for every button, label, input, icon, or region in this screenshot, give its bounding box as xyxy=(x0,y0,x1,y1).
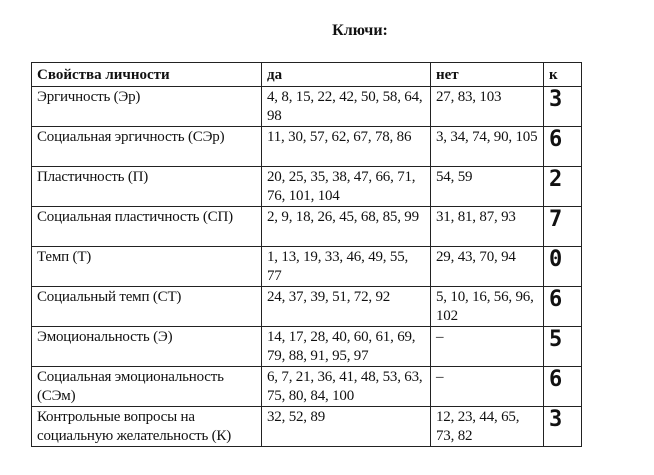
cell-yes: 24, 37, 39, 51, 72, 92 xyxy=(262,287,431,327)
cell-yes: 11, 30, 57, 62, 67, 78, 86 xyxy=(262,127,431,167)
cell-k: 3 xyxy=(544,87,582,127)
cell-k: 7 xyxy=(544,207,582,247)
cell-property: Эмоциональность (Э) xyxy=(32,327,262,367)
cell-k: 0 xyxy=(544,247,582,287)
cell-yes: 2, 9, 18, 26, 45, 68, 85, 99 xyxy=(262,207,431,247)
cell-yes: 14, 17, 28, 40, 60, 61, 69, 79, 88, 91, 95, 97 xyxy=(262,327,431,367)
cell-k: 5 xyxy=(544,327,582,367)
cell-yes: 32, 52, 89 xyxy=(262,407,431,447)
cell-no: 12, 23, 44, 65, 73, 82 xyxy=(431,407,544,447)
cell-k: 6 xyxy=(544,127,582,167)
table-row xyxy=(32,407,582,447)
cell-property: Темп (Т) xyxy=(32,247,262,287)
page-title: Ключи: xyxy=(332,22,388,39)
cell-property: Контрольные вопросы на социальную желательность (К) xyxy=(32,407,262,447)
table-row xyxy=(32,167,582,207)
cell-k: 6 xyxy=(544,287,582,327)
cell-yes: 1, 13, 19, 33, 46, 49, 55, 77 xyxy=(262,247,431,287)
header-no: нет xyxy=(431,63,544,87)
cell-no: 27, 83, 103 xyxy=(431,87,544,127)
table-header-row xyxy=(32,63,582,87)
keys-table xyxy=(31,62,582,447)
cell-no: – xyxy=(431,327,544,367)
header-k: к xyxy=(544,63,582,87)
table-row xyxy=(32,87,582,127)
cell-k: 3 xyxy=(544,407,582,447)
cell-no: 31, 81, 87, 93 xyxy=(431,207,544,247)
cell-property: Социальная эмоциональность (СЭм) xyxy=(32,367,262,407)
cell-no: 5, 10, 16, 56, 96, 102 xyxy=(431,287,544,327)
cell-property: Пластичность (П) xyxy=(32,167,262,207)
header-yes: да xyxy=(262,63,431,87)
cell-no: 54, 59 xyxy=(431,167,544,207)
cell-property: Социальный темп (СТ) xyxy=(32,287,262,327)
cell-property: Эргичность (Эр) xyxy=(32,87,262,127)
table-row xyxy=(32,327,582,367)
cell-yes: 20, 25, 35, 38, 47, 66, 71, 76, 101, 104 xyxy=(262,167,431,207)
cell-property: Социальная эргичность (СЭр) xyxy=(32,127,262,167)
table-row xyxy=(32,247,582,287)
cell-no: 29, 43, 70, 94 xyxy=(431,247,544,287)
cell-k: 6 xyxy=(544,367,582,407)
cell-yes: 4, 8, 15, 22, 42, 50, 58, 64, 98 xyxy=(262,87,431,127)
cell-property: Социальная пластичность (СП) xyxy=(32,207,262,247)
cell-no: 3, 34, 74, 90, 105 xyxy=(431,127,544,167)
table-row xyxy=(32,127,582,167)
cell-no: – xyxy=(431,367,544,407)
cell-k: 2 xyxy=(544,167,582,207)
table-row xyxy=(32,207,582,247)
header-property: Свойства личности xyxy=(32,63,262,87)
cell-yes: 6, 7, 21, 36, 41, 48, 53, 63, 75, 80, 84, 100 xyxy=(262,367,431,407)
table-row xyxy=(32,287,582,327)
table-row xyxy=(32,367,582,407)
